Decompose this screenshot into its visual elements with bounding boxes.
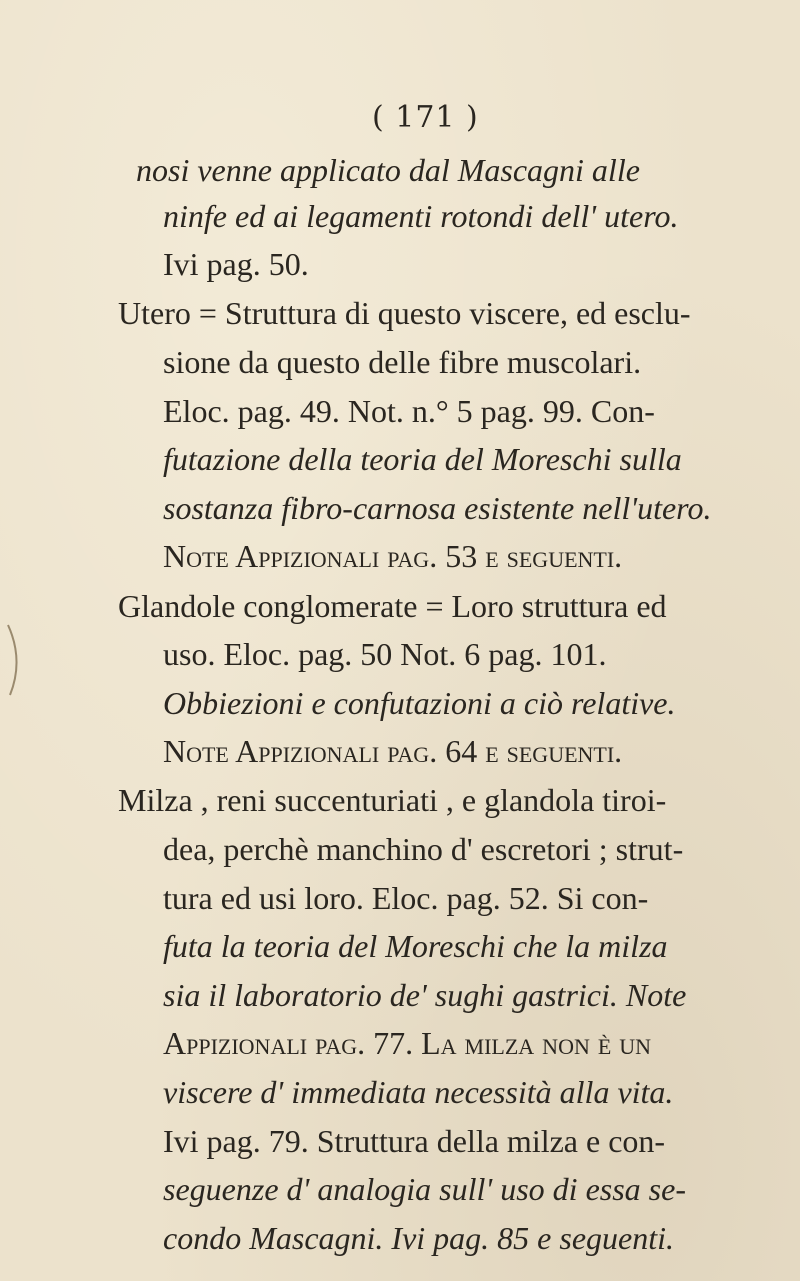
text-line: sia il laboratorio de' sughi gastrici. Note (163, 977, 687, 1013)
text-line: condo Mascagni. Ivi pag. 85 e seguenti. (163, 1220, 674, 1256)
text-line: nosi venne applicato dal Mascagni alle (136, 152, 640, 188)
text-line: futazione della teoria del Moreschi sulla (163, 441, 682, 477)
text-line: Milza , reni succenturiati , e glandola tiroi- (118, 782, 667, 818)
text-line: Utero = Struttura di questo viscere, ed esclu- (118, 295, 691, 331)
text-line: Note Appizionali pag. 64 e seguenti. (163, 733, 623, 769)
text-line: Note Appizionali pag. 53 e seguenti. (163, 538, 623, 574)
text-line: sione da questo delle fibre muscolari. (163, 344, 642, 380)
text-line: Ivi pag. 50. (163, 246, 309, 282)
text-line: Obbiezioni e confutazioni a ciò relative. (163, 685, 676, 721)
page-number: ( 171 ) (372, 100, 479, 135)
text-line: Appizionali pag. 77. La milza non è un (163, 1025, 652, 1061)
text-line: futa la teoria del Moreschi che la milza (163, 928, 668, 964)
text-line: Eloc. pag. 49. Not. n.° 5 pag. 99. Con- (163, 393, 655, 429)
text-line: viscere d' immediata necessità alla vita. (163, 1074, 674, 1110)
page-edge-mark (6, 620, 34, 700)
text-line: sostanza fibro-carnosa esistente nell'utero. (163, 490, 712, 526)
text-line: seguenze d' analogia sull' uso di essa se- (163, 1171, 686, 1207)
text-line: uso. Eloc. pag. 50 Not. 6 pag. 101. (163, 636, 607, 672)
text-line: tura ed usi loro. Eloc. pag. 52. Si con- (163, 880, 649, 916)
text-line: Ivi pag. 79. Struttura della milza e con- (163, 1123, 666, 1159)
text-line: Glandole conglomerate = Loro struttura ed (118, 588, 667, 624)
text-line: dea, perchè manchino d' escretori ; strut- (163, 831, 684, 867)
text-line: ninfe ed ai legamenti rotondi dell' utero. (163, 198, 679, 234)
